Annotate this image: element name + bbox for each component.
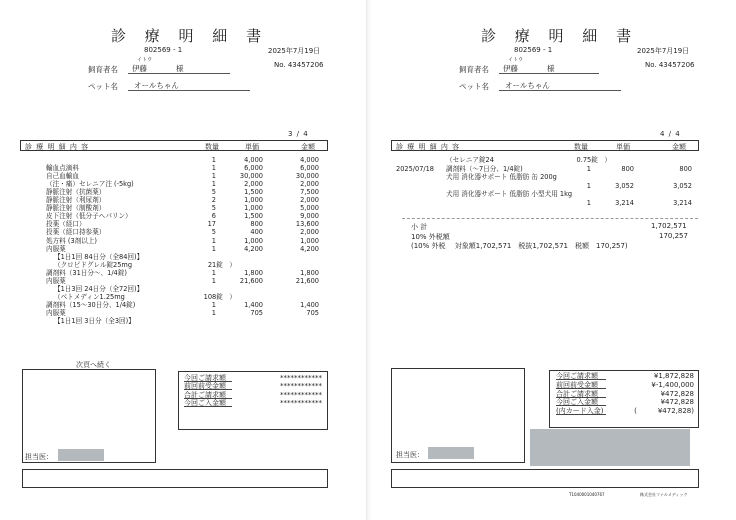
summary-row [184,391,322,399]
header-unit: 単価 [616,143,630,151]
row-item-name: 静脈注射（制酸剤） [46,204,106,213]
tax-value: 170,257 [659,232,688,240]
row-item-name: 犬用 消化器サポート 低脂肪 小型犬用 1kg [446,190,573,199]
owner-underline [499,73,599,74]
row-item-name: 内服薬 [46,276,66,285]
owner-underline [128,73,230,74]
pet-name: オールちゃん [134,81,179,90]
summary-label: 今回ご入金額 [556,398,598,407]
row-amount: 4,200 [300,244,319,253]
row-item-name: 内服薬 [46,244,66,253]
document-no: No. 43457206 [645,61,695,69]
row-date: 2025/07/18 [396,164,435,173]
row-quantity: 5 [211,204,216,213]
row-item-name: 静脈注射（抗菌薬） [46,188,106,197]
summary-label: 合計ご請求額 [556,389,598,398]
document-title: 診 療 明 細 書 [481,27,639,45]
document-title: 診 療 明 細 書 [111,27,269,45]
table-header [391,140,699,151]
row-unit-price: 4,200 [244,244,263,253]
row-quantity: 0.75錠 ） [576,156,611,164]
row-quantity: 108錠 ） [203,292,236,301]
document-no: No. 43457206 [274,61,324,69]
row-unit-price: 1,500 [244,188,263,197]
pet-underline [128,90,250,91]
row-unit-price: 1,000 [244,196,263,205]
summary-row [184,382,322,390]
summary-label: 今回ご入金額 [184,399,226,408]
row-item-name: 【1日1回 3日分（全3回)】 [54,317,135,325]
row-amount: 9,000 [300,212,319,221]
owner-honorific: 様 [547,64,555,73]
summary-label: (内カード入金) [556,407,604,416]
summary-value: ************ [280,390,322,399]
footer-code: T1040001040767 [569,492,605,497]
row-quantity: 1 [211,236,216,245]
row-item-name: 調剤料（15〜30日分、1/4錠) [46,300,136,309]
summary-label: 合計ご請求額 [184,390,226,399]
continued-note: 次頁へ続く [76,361,111,369]
row-item-name: 内服薬 [46,308,66,317]
row-unit-price: 705 [250,308,263,317]
subtotal-label: 小 計 [411,223,428,231]
row-unit-price: 1,500 [244,212,263,221]
summary-value: ************ [280,399,322,408]
row-unit-price: 6,000 [244,164,263,173]
row-quantity: 5 [211,228,216,237]
bottom-box [22,469,328,488]
row-item-name: 投薬（経口持参薬） [46,228,106,237]
staff-label: 担当医： [396,451,424,459]
row-quantity: 1 [211,156,216,164]
document-number: 802569 - 1 [514,46,553,54]
header-amount: 金額 [672,143,686,151]
table-row [20,317,328,326]
row-item-name: 犬用 消化器サポート 低脂肪 缶 200g [446,173,557,182]
summary-value: ¥472,828 [660,389,694,398]
owner-honorific: 様 [176,64,184,73]
row-amount: 1,400 [300,300,319,309]
row-unit-price: 800 [250,220,263,229]
tax-label: 10% 外税額 [411,233,450,241]
header-unit: 単価 [245,143,259,151]
row-unit-price: 2,000 [244,180,263,189]
summary-value: ¥-1,400,000 [651,380,694,389]
row-amount: 5,000 [300,204,319,213]
row-amount: 2,000 [300,196,319,205]
row-amount: 1,800 [300,268,319,277]
owner-label: 飼育者名 [459,65,489,74]
row-amount: 1,000 [300,236,319,245]
row-unit-price: 3,214 [615,199,634,207]
row-unit-price: 1,800 [244,268,263,277]
row-quantity: 1 [211,268,216,277]
row-item-name: （ベトメディン1.25mg [54,292,125,301]
row-unit-price: 1,000 [244,204,263,213]
row-unit-price: 1,000 [244,236,263,245]
row-amount: 800 [679,164,692,173]
row-quantity: 1 [211,300,216,309]
summary-value: ( ¥472,828) [634,407,694,416]
document-number: 802569 - 1 [144,46,183,54]
pet-label: ペット名 [88,82,118,91]
summary-value: ¥472,828 [660,398,694,407]
page-indicator: 3 / 4 [288,130,309,138]
summary-underline [184,406,232,407]
row-quantity: 1 [211,180,216,189]
row-amount: 30,000 [295,172,319,181]
row-amount: 21,600 [295,276,319,285]
row-item-name: 静脈注射（利尿剤） [46,196,106,205]
row-quantity: 5 [211,188,216,197]
owner-name: 伊藤 [132,64,147,73]
row-item-name: 輸血点滴料 [46,164,79,173]
header-amount: 金額 [301,143,315,151]
summary-row [556,398,694,406]
row-unit-price: 800 [621,164,634,173]
row-unit-price: 400 [250,228,263,237]
staff-label: 担当医： [25,453,53,461]
row-unit-price: 3,052 [615,181,634,190]
row-amount: 7,500 [300,188,319,197]
footer-company: 株式会社ファルメディック [640,492,688,497]
row-item-name: （注・痛）セレニア注 (-5kg) [46,180,134,189]
owner-name: 伊藤 [503,64,518,73]
issue-date: 2025年7月19日 [268,47,321,55]
row-item-name: 調剤料（31日分〜、1/4錠) [46,268,127,277]
owner-ruby: イトウ [137,57,153,63]
row-quantity: 1 [586,164,591,173]
header-qty: 数量 [574,143,588,151]
summary-value: ************ [280,382,322,391]
tax-detail: (10% 外税 対象額1,702,571 税抜1,702,571 税額 170,257) [411,242,628,250]
summary-row [556,390,694,398]
row-item-name: 自己血輸血 [46,172,79,181]
row-amount: 2,000 [300,228,319,237]
row-amount: 13,600 [295,220,319,229]
summary-row [184,374,322,382]
pet-underline [499,90,621,91]
table-row [391,199,699,208]
summary-label: 今回ご請求額 [184,374,226,382]
row-quantity: 1 [211,164,216,173]
summary-label: 今回ご請求額 [556,372,598,380]
staff-redaction [428,447,474,459]
row-amount: 2,000 [300,180,319,189]
row-quantity: 1 [211,172,216,181]
row-amount: 705 [306,308,319,317]
table-header [20,140,328,151]
pet-label: ペット名 [459,82,489,91]
page-fold [366,0,372,520]
row-unit-price: 4,000 [244,156,263,164]
row-amount: 3,214 [673,199,692,207]
row-item-name: （クロピドグレル錠25mg [54,260,133,269]
owner-label: 飼育者名 [88,65,118,74]
summary-row [184,399,322,407]
stamp-redaction [530,429,690,466]
header-content: 診 療 明 細 内 容 [396,143,461,151]
row-item-name: （セレニア錠24 [446,156,494,164]
row-amount: 6,000 [300,164,319,173]
summary-label: 前回前受金額 [184,382,226,391]
row-quantity: 1 [211,276,216,285]
page-indicator: 4 / 4 [660,130,681,138]
summary-row [556,407,694,415]
summary-value: ************ [280,374,322,382]
row-quantity: 1 [211,308,216,317]
row-unit-price: 30,000 [239,172,263,181]
bottom-box [391,469,699,488]
row-item-name: 処方料 (3剤以上) [46,236,97,245]
issue-date: 2025年7月19日 [637,47,690,55]
row-item-name: 投薬（経口） [46,220,86,229]
summary-value: ¥1,872,828 [653,372,694,380]
header-content: 診 療 明 細 内 容 [25,143,90,151]
summary-row [556,372,694,380]
row-amount: 4,000 [300,156,319,164]
row-quantity: 2 [211,196,216,205]
summary-underline [556,414,606,415]
row-item-name: 調剤料（〜7日分、1/4錠) [446,164,523,173]
row-quantity: 1 [586,199,591,207]
row-quantity: 17 [207,220,216,229]
row-unit-price: 1,400 [244,300,263,309]
row-item-name: 【1日3回 24日分（全72回)】 [54,284,144,293]
staff-redaction [58,449,104,461]
summary-label: 前回前受金額 [556,380,598,389]
row-amount: 3,052 [673,181,692,190]
row-quantity: 1 [586,181,591,190]
row-item-name: 【1日1回 84日分（全84回)】 [54,252,144,261]
row-quantity: 6 [211,212,216,221]
row-unit-price: 21,600 [239,276,263,285]
header-qty: 数量 [205,143,219,151]
subtotal-value: 1,702,571 [651,222,687,230]
row-item-name: 皮下注射（低分子ヘパリン） [46,212,132,221]
row-quantity: 1 [211,244,216,253]
pet-name: オールちゃん [505,81,550,90]
owner-ruby: イトウ [508,57,524,63]
subtotal-divider [402,218,698,219]
summary-row [556,381,694,389]
row-quantity: 21錠 ） [207,260,236,269]
